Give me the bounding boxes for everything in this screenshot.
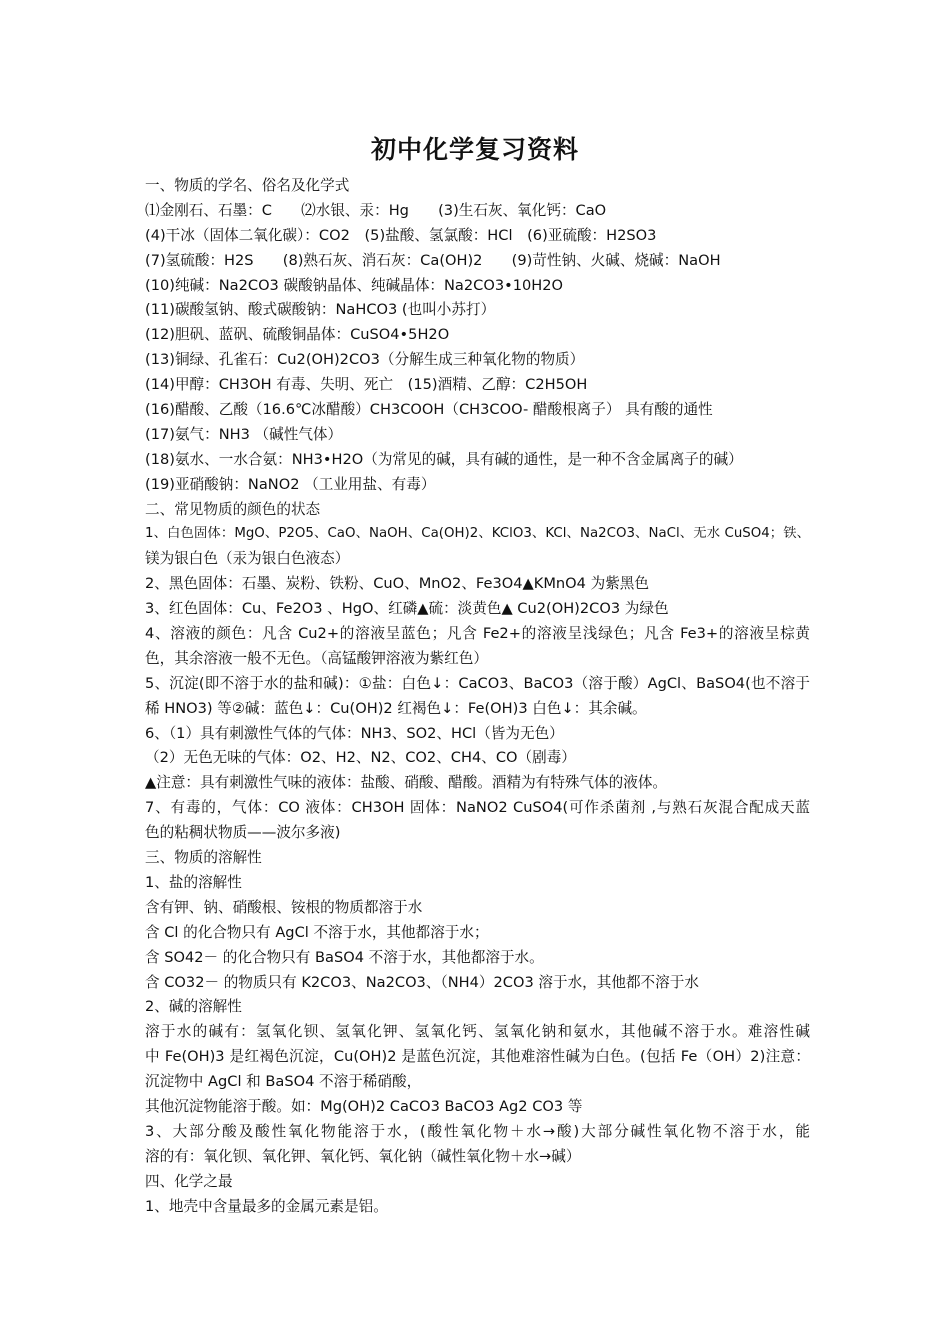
text-line: 中 Fe(OH)3 是红褐色沉淀，Cu(OH)2 是蓝色沉淀，其他难溶性碱为白色。(包括 Fe（OH）2)注意： <box>145 1048 810 1066</box>
text-line: (14)甲醇：CH3OH 有毒、失明、死亡 (15)酒精、乙醇：C2H5OH <box>145 376 588 394</box>
text-line: 色的粘稠状物质——波尔多液) <box>145 824 341 842</box>
text-line: (4)干冰（固体二氧化碳）：CO2 (5)盐酸、氢氯酸：HCl (6)亚硫酸：H2SO3 <box>145 226 657 244</box>
text-line: 其他沉淀物能溶于酸。如：Mg(OH)2 CaCO3 BaCO3 Ag2 CO3 等 <box>145 1097 583 1115</box>
text-line: ▲注意：具有刺激性气味的液体：盐酸、硝酸、醋酸。酒精为有特殊气体的液体。 <box>145 774 668 792</box>
text-line: 溶于水的碱有：氢氧化钡、氢氧化钾、氢氧化钙、氢氧化钠和氨水，其他碱不溶于水。难溶性碱 <box>145 1023 810 1041</box>
text-line: ⑴金刚石、石墨：C ⑵水银、汞：Hg (3)生石灰、氧化钙：CaO <box>145 201 607 219</box>
text-line: (7)氢硫酸：H2S (8)熟石灰、消石灰：Ca(OH)2 (9)苛性钠、火碱、烧碱：NaOH <box>145 251 721 269</box>
text-line: 3、大部分酸及酸性氧化物能溶于水，(酸性氧化物＋水→酸)大部分碱性氧化物不溶于水，能 <box>145 1122 810 1140</box>
text-line: 7、有毒的，气体：CO 液体：CH3OH 固体：NaNO2 CuSO4(可作杀菌剂 ,与熟石灰混合配成天蓝 <box>145 799 810 817</box>
text-line: 含 SO42－ 的化合物只有 BaSO4 不溶于水，其他都溶于水。 <box>145 948 544 966</box>
text-line: (17)氨气：NH3 （碱性气体） <box>145 425 343 443</box>
text-line: 色，其余溶液一般不无色。（高锰酸钾溶液为紫红色） <box>145 649 488 667</box>
text-line: 稀 HNO3) 等②碱：蓝色↓：Cu(OH)2 红褐色↓：Fe(OH)3 白色↓：其余碱。 <box>145 699 647 717</box>
text-line: （2）无色无味的气体：O2、H2、N2、CO2、CH4、CO（剧毒） <box>145 749 576 767</box>
section-heading: 三、物质的溶解性 <box>145 849 262 867</box>
text-line: (16)醋酸、乙酸（16.6℃冰醋酸）CH3COOH（CH3COO- 醋酸根离子） 具有酸的通性 <box>145 401 713 419</box>
text-line: 3、红色固体：Cu、Fe2O3 、HgO、红磷▲硫：淡黄色▲ Cu2(OH)2CO3 为绿色 <box>145 600 669 618</box>
text-line: 含 CO32－ 的物质只有 K2CO3、Na2CO3、（NH4）2CO3 溶于水，其他都不溶于水 <box>145 973 699 991</box>
text-line: 1、地壳中含量最多的金属元素是铝。 <box>145 1197 388 1215</box>
text-line: 1、白色固体：MgO、P2O5、CaO、NaOH、Ca(OH)2、KClO3、KCl、Na2CO3、NaCl、无水 CuSO4；铁、 <box>145 526 810 542</box>
text-line: (10)纯碱：Na2CO3 碳酸钠晶体、纯碱晶体：Na2CO3•10H2O <box>145 276 564 294</box>
text-line: (19)亚硝酸钠：NaNO2 （工业用盐、有毒） <box>145 475 436 493</box>
text-line: 2、黑色固体：石墨、炭粉、铁粉、CuO、MnO2、Fe3O4▲KMnO4 为紫黑色 <box>145 575 649 593</box>
text-line: (18)氨水、一水合氨：NH3•H2O（为常见的碱，具有碱的通性，是一种不含金属离子的碱） <box>145 450 743 468</box>
subsection-heading: 1、盐的溶解性 <box>145 873 242 891</box>
section-heading: 四、化学之最 <box>145 1172 233 1190</box>
text-line: 含有钾、钠、硝酸根、铵根的物质都溶于水 <box>145 898 423 916</box>
text-line: 6、（1）具有刺激性气体的气体：NH3、SO2、HCl（皆为无色） <box>145 724 564 742</box>
document-body <box>145 174 810 1219</box>
text-line: 沉淀物中 AgCl 和 BaSO4 不溶于稀硝酸， <box>145 1073 422 1091</box>
subsection-heading: 2、碱的溶解性 <box>145 998 242 1016</box>
text-line: 镁为银白色（汞为银白色液态） <box>145 550 350 568</box>
text-line: 5、沉淀(即不溶于水的盐和碱)：①盐：白色↓：CaCO3、BaCO3（溶于酸）AgCl、BaSO4(也不溶于 <box>145 674 810 692</box>
section-heading: 一、物质的学名、俗名及化学式 <box>145 177 350 194</box>
page-title: 初中化学复习资料 <box>370 135 579 164</box>
text-line: (13)铜绿、孔雀石：Cu2(OH)2CO3（分解生成三种氧化物的物质） <box>145 351 585 369</box>
text-line: 4、溶液的颜色：凡含 Cu2+的溶液呈蓝色；凡含 Fe2+的溶液呈浅绿色；凡含 Fe3+的溶液呈棕黄 <box>145 625 810 643</box>
text-line: 含 Cl 的化合物只有 AgCl 不溶于水，其他都溶于水； <box>145 923 489 941</box>
text-line: (11)碳酸氢钠、酸式碳酸钠：NaHCO3 (也叫小苏打） <box>145 301 496 319</box>
section-heading: 二、常见物质的颜色的状态 <box>145 500 321 518</box>
text-line: (12)胆矾、蓝矾、硫酸铜晶体：CuSO4•5H2O <box>145 326 450 344</box>
text-line: 溶的有：氧化钡、氧化钾、氧化钙、氧化钠（碱性氧化物＋水→碱） <box>145 1147 581 1165</box>
